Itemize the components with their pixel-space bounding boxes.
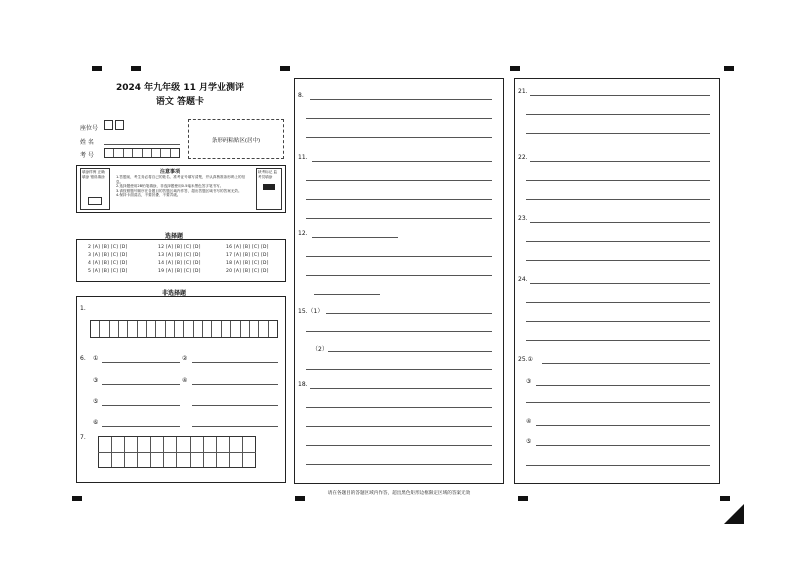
answer-line[interactable] bbox=[526, 180, 710, 181]
answer-line[interactable] bbox=[306, 275, 492, 276]
fill-sample-text: 填涂样例 正确填涂 错误填涂 bbox=[82, 170, 105, 179]
answer-line[interactable] bbox=[530, 283, 710, 284]
answer-line[interactable] bbox=[326, 313, 492, 314]
answer-line[interactable] bbox=[312, 161, 492, 162]
name-line[interactable] bbox=[104, 144, 180, 145]
answer-line[interactable] bbox=[306, 218, 492, 219]
answer-line[interactable] bbox=[102, 384, 180, 385]
question-11-label: 11. bbox=[298, 154, 308, 161]
answer-line[interactable] bbox=[530, 95, 710, 96]
answer-line[interactable] bbox=[530, 222, 710, 223]
answer-line[interactable] bbox=[306, 445, 492, 446]
answer-line[interactable] bbox=[306, 331, 492, 332]
barcode-label: 条形码粘贴区(居中) bbox=[211, 138, 261, 144]
question-21-label: 21. bbox=[518, 88, 528, 95]
answer-line[interactable] bbox=[526, 260, 710, 261]
q6-item-3: ③ bbox=[93, 377, 99, 384]
answer-line[interactable] bbox=[526, 465, 710, 466]
answer-line[interactable] bbox=[102, 405, 180, 406]
registration-mark bbox=[72, 496, 82, 501]
answer-line[interactable] bbox=[526, 402, 710, 403]
answer-line[interactable] bbox=[306, 426, 492, 427]
number-label: 考 号 bbox=[80, 152, 94, 159]
answer-line[interactable] bbox=[306, 180, 492, 181]
choice-row[interactable]: 3 [A] [B] [C] [D] bbox=[88, 253, 128, 258]
registration-mark bbox=[720, 496, 730, 501]
question-23-label: 23. bbox=[518, 215, 528, 222]
page-title: 2024 年九年级 11 月学业测评 bbox=[116, 83, 244, 93]
registration-mark bbox=[131, 66, 141, 71]
answer-line[interactable] bbox=[526, 199, 710, 200]
notice-lines: 1.答题前，考生务必将自己的姓名、准考证号填写清楚，并认真核准条形码上的信息。 2.选择题使用2B铅笔填涂，非选择题使用0.5毫米黑色签字笔书写。 3.请按照题号顺序在各题目的答题区域内作答，超出答题区域书写的答案无效。 4.保持卡面清洁，不要折叠、不要弄破。 bbox=[116, 175, 246, 198]
q6-item-4: ④ bbox=[182, 377, 188, 384]
notice-title: 注意事项 bbox=[160, 169, 181, 175]
choice-row[interactable]: 18 [A] [B] [C] [D] bbox=[226, 261, 269, 266]
fill-sample-mark bbox=[88, 197, 102, 205]
q6-item-2: ② bbox=[182, 355, 188, 362]
question-22-label: 22. bbox=[518, 154, 528, 161]
seat-box[interactable] bbox=[104, 120, 113, 130]
question-24-label: 24. bbox=[518, 276, 528, 283]
q6-item-5: ⑤ bbox=[93, 398, 99, 405]
q1-writing-grid[interactable] bbox=[90, 320, 278, 338]
answer-line[interactable] bbox=[306, 256, 492, 257]
choice-row[interactable]: 20 [A] [B] [C] [D] bbox=[226, 269, 269, 274]
choice-row[interactable]: 17 [A] [B] [C] [D] bbox=[226, 253, 269, 258]
choice-row[interactable]: 16 [A] [B] [C] [D] bbox=[226, 245, 269, 250]
registration-mark bbox=[295, 496, 305, 501]
nonchoice-title: 非选择题 bbox=[162, 290, 187, 297]
registration-mark bbox=[724, 66, 734, 71]
question-1-label: 1. bbox=[80, 305, 86, 312]
q25-item-3: ③ bbox=[526, 378, 532, 385]
grid-divider bbox=[98, 452, 256, 453]
registration-mark bbox=[518, 496, 528, 501]
footer-note: 请在各题目的答题区域内作答，超出黑色矩形边框限定区域的答案无效 bbox=[327, 491, 471, 496]
choice-row[interactable]: 19 [A] [B] [C] [D] bbox=[158, 269, 201, 274]
number-grid[interactable] bbox=[104, 148, 180, 158]
question-7-label: 7. bbox=[80, 434, 86, 441]
answer-line[interactable] bbox=[306, 407, 492, 408]
answer-line[interactable] bbox=[102, 362, 180, 363]
q6-item-1: ① bbox=[93, 355, 99, 362]
question-15-label: 15.（1） bbox=[298, 308, 324, 315]
answer-line[interactable] bbox=[192, 362, 278, 363]
answer-line[interactable] bbox=[542, 363, 710, 364]
question-8-label: 8. bbox=[298, 92, 304, 99]
answer-line[interactable] bbox=[314, 294, 380, 295]
name-label: 姓 名 bbox=[80, 139, 94, 146]
answer-line[interactable] bbox=[526, 321, 710, 322]
answer-line[interactable] bbox=[526, 340, 710, 341]
answer-line[interactable] bbox=[306, 464, 492, 465]
q25-item-5: ⑤ bbox=[526, 438, 532, 445]
answer-line[interactable] bbox=[526, 241, 710, 242]
page-subtitle: 语文 答题卡 bbox=[155, 97, 205, 107]
answer-line[interactable] bbox=[328, 351, 492, 352]
answer-line[interactable] bbox=[310, 388, 492, 389]
answer-line[interactable] bbox=[306, 118, 492, 119]
registration-mark bbox=[92, 66, 102, 71]
answer-line[interactable] bbox=[526, 302, 710, 303]
q25-item-4: ④ bbox=[526, 418, 532, 425]
choice-row[interactable]: 12 [A] [B] [C] [D] bbox=[158, 245, 201, 250]
seat-label: 座位号 bbox=[80, 125, 99, 132]
choice-title: 选择题 bbox=[165, 233, 184, 240]
choice-row[interactable]: 4 [A] [B] [C] [D] bbox=[88, 261, 128, 266]
question-15b-label: （2） bbox=[312, 346, 328, 353]
answer-line[interactable] bbox=[192, 405, 278, 406]
choice-row[interactable]: 13 [A] [B] [C] [D] bbox=[158, 253, 201, 258]
q6-item-6: ⑥ bbox=[93, 419, 99, 426]
answer-line[interactable] bbox=[536, 425, 710, 426]
answer-line[interactable] bbox=[526, 133, 710, 134]
seat-box[interactable] bbox=[115, 120, 124, 130]
choice-row[interactable]: 5 [A] [B] [C] [D] bbox=[88, 269, 128, 274]
answer-line[interactable] bbox=[102, 426, 180, 427]
question-12-label: 12. bbox=[298, 230, 308, 237]
absent-text: 缺考标记 监考员填涂 bbox=[258, 170, 278, 179]
answer-line[interactable] bbox=[306, 137, 492, 138]
right-panel bbox=[514, 78, 720, 484]
corner-triangle-icon bbox=[724, 504, 744, 524]
answer-line[interactable] bbox=[310, 99, 492, 100]
choice-row[interactable]: 14 [A] [B] [C] [D] bbox=[158, 261, 201, 266]
absent-mark[interactable] bbox=[263, 184, 275, 190]
registration-mark bbox=[510, 66, 520, 71]
answer-line[interactable] bbox=[192, 384, 278, 385]
middle-panel bbox=[294, 78, 504, 484]
registration-mark bbox=[280, 66, 290, 71]
answer-line[interactable] bbox=[192, 426, 278, 427]
answer-line[interactable] bbox=[526, 114, 710, 115]
choice-row[interactable]: 2 [A] [B] [C] [D] bbox=[88, 245, 128, 250]
question-25-label: 25.① bbox=[518, 356, 533, 363]
answer-line[interactable] bbox=[530, 161, 710, 162]
question-18-label: 18. bbox=[298, 381, 308, 388]
answer-line[interactable] bbox=[306, 199, 492, 200]
answer-line[interactable] bbox=[536, 385, 710, 386]
question-6-label: 6. bbox=[80, 355, 86, 362]
answer-line[interactable] bbox=[306, 369, 492, 370]
answer-line[interactable] bbox=[312, 237, 398, 238]
answer-line[interactable] bbox=[536, 445, 710, 446]
